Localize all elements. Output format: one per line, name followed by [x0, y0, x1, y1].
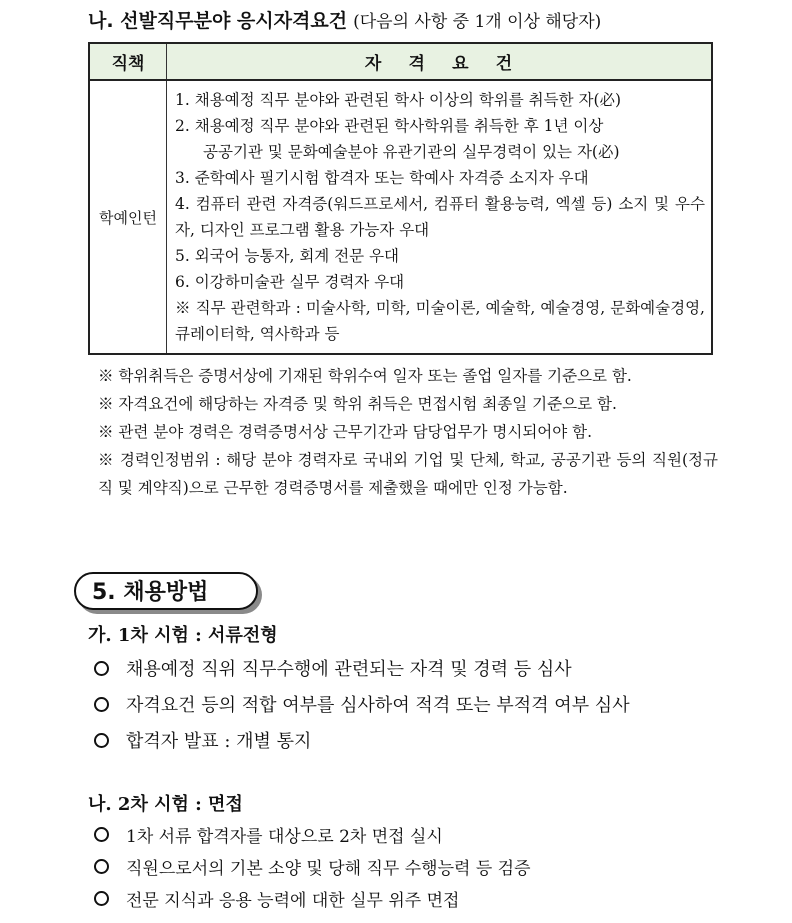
- requirement-item: 6. 이강하미술관 실무 경력자 우대: [175, 273, 405, 291]
- list-item: 자격요건 등의 적합 여부를 심사하여 적격 또는 부적격 여부 심사: [94, 686, 630, 722]
- role-cell: 학예인턴: [89, 80, 167, 354]
- subsection-title-first-exam: 가. 1차 시험 : 서류전형: [88, 625, 278, 646]
- note-item: ※ 경력인정범위 : 해당 분야 경력자로 국내외 기업 및 단체, 학교, 공공기관 등의 직원(정규직 및 계약직)으로 근무한 경력증명서를 제출했을 때에만 인정 가능함.: [98, 451, 718, 497]
- list-item: 채용예정 직위 직무수행에 관련되는 자격 및 경력 등 심사: [94, 650, 630, 686]
- requirement-item: 1. 채용예정 직무 분야와 관련된 학사 이상의 학위를 취득한 자(必): [175, 91, 622, 109]
- requirement-item-continued: 공공기관 및 문화예술분야 유관기관의 실무경력이 있는 자(必): [203, 143, 620, 161]
- requirement-item: 4. 컴퓨터 관련 자격증(워드프로세서, 컴퓨터 활용능력, 엑셀 등) 소지 및 우수자, 디자인 프로그램 활용 가능자 우대: [175, 195, 705, 239]
- related-majors-note: ※ 직무 관련학과 : 미술사학, 미학, 미술이론, 예술학, 예술경영, 문화예술경영, 큐레이터학, 역사학과 등: [175, 299, 705, 343]
- circle-bullet-icon: [94, 661, 109, 676]
- section-title-main: 나. 선발직무분야 응시자격요건: [88, 10, 348, 32]
- requirement-item: 5. 외국어 능통자, 회계 전문 우대: [175, 247, 400, 265]
- circle-bullet-icon: [94, 827, 109, 842]
- note-item: ※ 학위취득은 증명서상에 기재된 학위수여 일자 또는 졸업 일자를 기준으로 함.: [98, 367, 632, 385]
- list-item: 합격자 발표 : 개별 통지: [94, 722, 630, 758]
- qualification-table: [88, 42, 713, 355]
- circle-bullet-icon: [94, 891, 109, 906]
- header-requirements: 자격요건: [167, 43, 713, 80]
- first-exam-list: [94, 650, 630, 758]
- note-item: ※ 자격요건에 해당하는 자격증 및 학위 취득은 면접시험 최종일 기준으로 함.: [98, 395, 617, 413]
- requirements-cell: [167, 80, 713, 354]
- note-item: ※ 관련 분야 경력은 경력증명서상 근무기간과 담당업무가 명시되어야 함.: [98, 423, 593, 441]
- second-exam-list: [94, 818, 531, 914]
- list-item: 1차 서류 합격자를 대상으로 2차 면접 실시: [94, 818, 531, 850]
- requirement-item: 2. 채용예정 직무 분야와 관련된 학사학위를 취득한 후 1년 이상: [175, 117, 604, 135]
- section-title-note: (다음의 사항 중 1개 이상 해당자): [353, 12, 602, 32]
- list-item: 전문 지식과 응용 능력에 대한 실무 위주 면접: [94, 882, 531, 914]
- notes-block: [98, 362, 718, 502]
- table-row: [89, 80, 712, 354]
- circle-bullet-icon: [94, 697, 109, 712]
- subsection-title-second-exam: 나. 2차 시험 : 면접: [88, 794, 243, 815]
- header-role: 직책: [89, 43, 167, 80]
- section-title-qualifications: [88, 6, 601, 33]
- list-item: 직원으로서의 기본 소양 및 당해 직무 수행능력 등 검증: [94, 850, 531, 882]
- section-badge-recruitment-method: 5. 채용방법: [74, 572, 258, 610]
- table-header-row: [89, 43, 712, 80]
- circle-bullet-icon: [94, 859, 109, 874]
- circle-bullet-icon: [94, 733, 109, 748]
- requirement-item: 3. 준학예사 필기시험 합격자 또는 학예사 자격증 소지자 우대: [175, 169, 589, 187]
